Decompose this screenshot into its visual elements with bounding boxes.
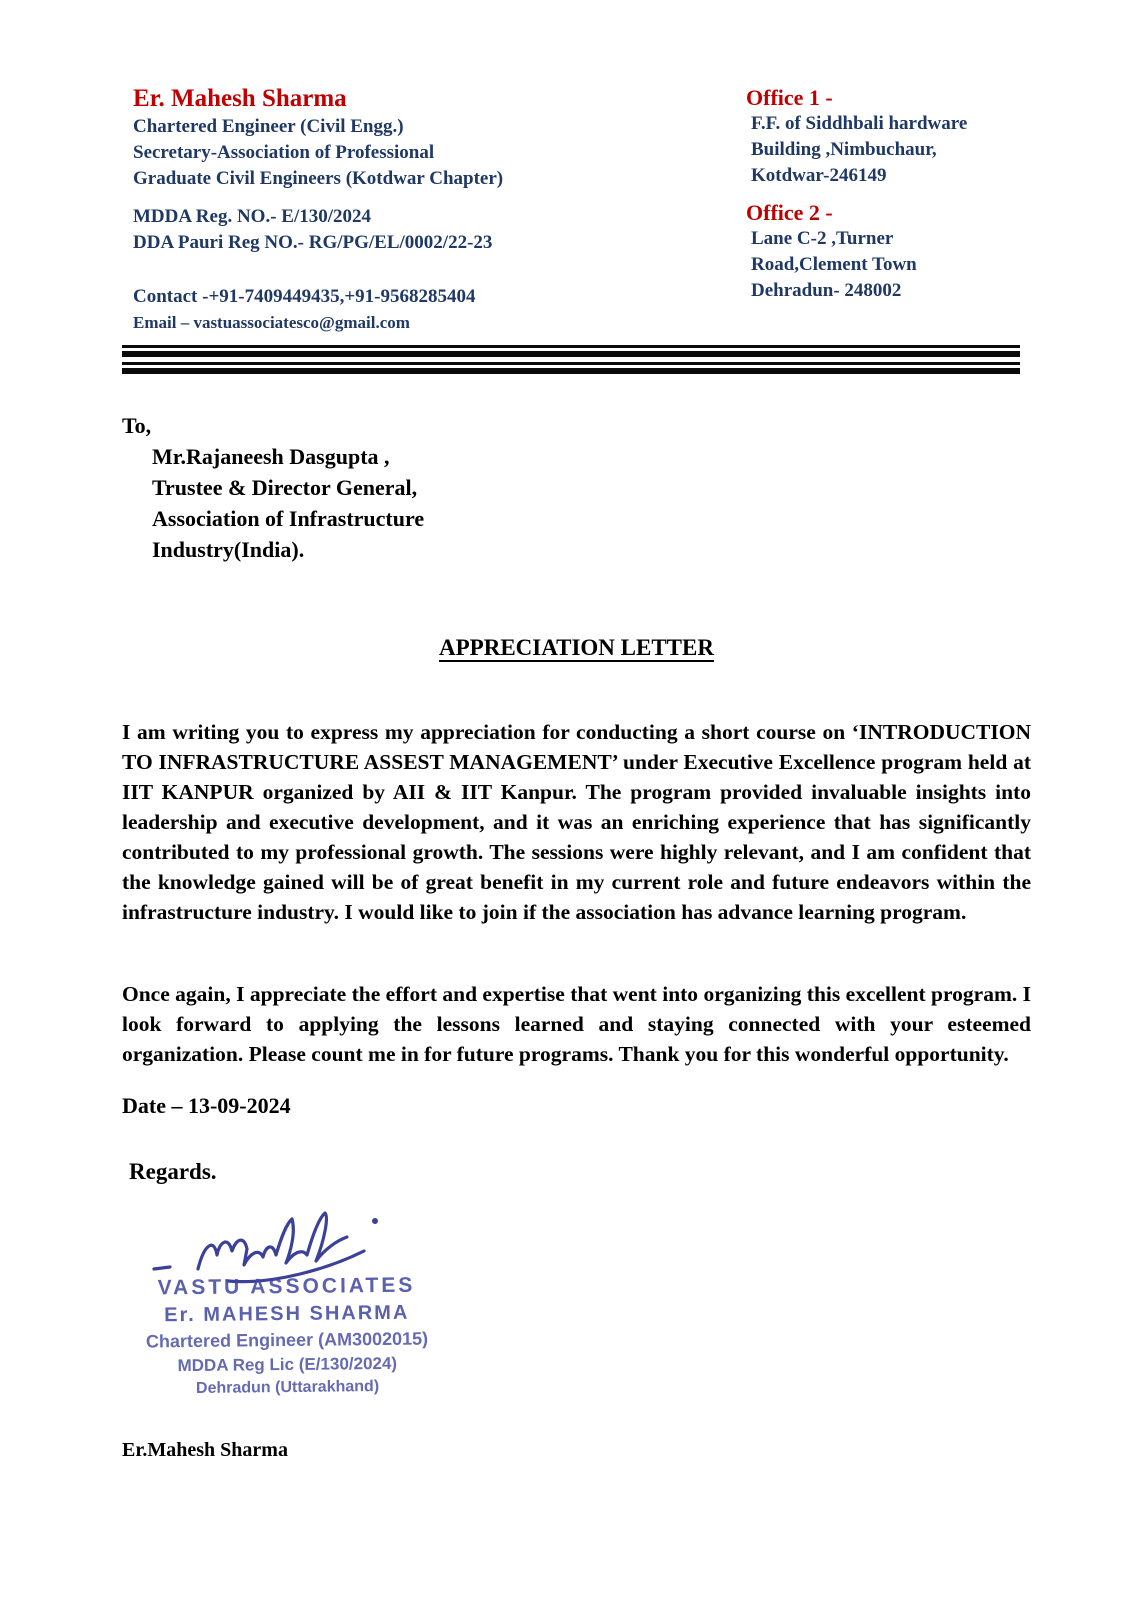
office2-address: [746, 226, 1031, 304]
sender-name: Er. Mahesh Sharma: [133, 85, 347, 112]
rubber-stamp: [121, 1273, 452, 1398]
stamp-line: Er. MAHESH SHARMA: [164, 1301, 410, 1327]
office2-address-line: Dehradun- 248002: [751, 280, 902, 301]
body-paragraph-2: Once again, I appreciate the effort and expertise that went into organizing this excellent program. I look forward to applying the lessons learned and staying connected with your esteemed organization. Please count me in for future programs. Thank you for this wonderful opportunity.: [122, 981, 1031, 1066]
office1-address-line: F.F. of Siddhbali hardware: [751, 113, 968, 134]
stamp-line: MDDA Reg Lic (E/130/2024): [177, 1353, 398, 1375]
recipient-salutation: To,: [122, 412, 152, 438]
signature-block: [122, 1193, 452, 1397]
office2-label: Office 2 -: [746, 200, 833, 225]
letterhead-left-column: [122, 85, 733, 336]
letter-title: [122, 635, 1031, 661]
recipient-block: [122, 410, 1031, 565]
sender-title-line: Chartered Engineer (Civil Engg.): [133, 115, 404, 137]
body-paragraph-1: I am writing you to express my appreciation for conducting a short course on ‘INTRODUCTION TO INFRASTRUCTURE ASSEST MANAGEMENT’ under Executive Excellence program held at IIT KANPUR organized by AII & IIT Kanpur. The program provided invaluable insights into leadership and executive development, and it was an enriching experience that has significantly contributed to my professional growth. The sessions were highly relevant, and I am confident that the knowledge gained will be of great benefit in my current role and future endeavors within the infrastructure industry. I would like to join if the association has advance learning program.: [122, 719, 1031, 924]
office2-block: [746, 200, 1031, 304]
recipient-line: Trustee & Director General,: [152, 474, 418, 500]
recipient-line: Industry(India).: [152, 536, 305, 562]
office1-block: [746, 85, 1031, 189]
registration-block: [133, 204, 733, 256]
letterhead-right-column: [733, 85, 1031, 336]
stamp-line: Chartered Engineer (AM3002015): [145, 1328, 429, 1352]
sender-title-line: Secretary-Association of Professional: [133, 141, 435, 163]
office1-label: Office 1 -: [746, 85, 833, 110]
date-line: Date – 13-09-2024: [122, 1092, 291, 1118]
letterhead: [122, 85, 1031, 336]
email-line: Email – vastuassociatesco@gmail.com: [133, 312, 410, 332]
registration-line: MDDA Reg. NO.- E/130/2024: [133, 205, 372, 227]
stamp-line: Dehradun (Uttarakhand): [195, 1377, 380, 1397]
letter-title-text: APPRECIATION LETTER: [439, 634, 714, 660]
sender-title-line: Graduate Civil Engineers (Kotdwar Chapter): [133, 167, 504, 189]
letterhead-divider: [122, 345, 1020, 374]
office1-address-line: Building ,Nimbuchaur,: [751, 139, 937, 160]
closing-line: Regards.: [129, 1158, 217, 1184]
contact-line: Contact -+91-7409449435,+91-9568285404: [133, 285, 476, 307]
typed-sender-name: Er.Mahesh Sharma: [122, 1438, 288, 1461]
stamp-line: VASTU ASSOCIATES: [157, 1273, 416, 1300]
office2-address-line: Lane C-2 ,Turner: [751, 228, 894, 249]
office1-address: [746, 111, 1031, 189]
office2-address-line: Road,Clement Town: [751, 254, 917, 275]
registration-line: DDA Pauri Reg NO.- RG/PG/EL/0002/22-23: [133, 231, 493, 253]
recipient-line: Association of Infrastructure: [152, 505, 425, 531]
contact-block: [133, 284, 733, 336]
recipient-line: Mr.Rajaneesh Dasgupta ,: [152, 443, 390, 469]
office1-address-line: Kotdwar-246149: [751, 165, 887, 186]
